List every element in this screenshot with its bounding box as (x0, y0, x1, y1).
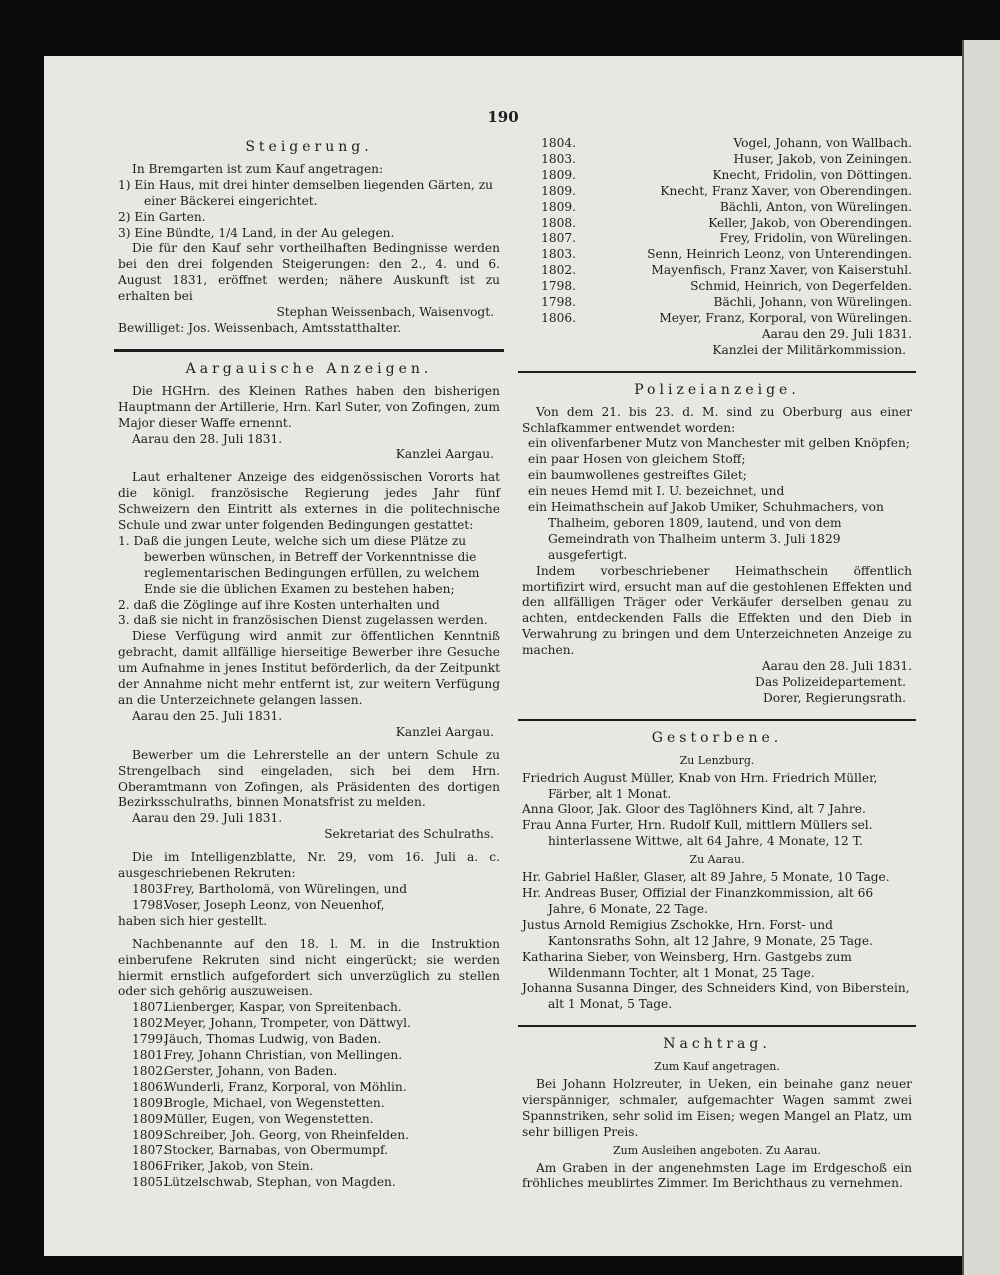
recruit-row (118, 898, 500, 914)
gestorbene-place: Zu Aarau. (689, 853, 745, 867)
recruit-name: Bächli, Johann, von Würelingen. (713, 295, 912, 310)
recruit-year: 1803. (541, 151, 576, 166)
gestorbene-title: Gestorbene. (651, 729, 783, 746)
notice-body: Laut erhaltener Anzeige des eidgenössischen Vororts hat die königl. französische Regierung jedes Jahr fünf Schweizern den Eintritt als externes in die politechnische Schule und zwar unter folgenden Bedingungen gestattet: (118, 470, 500, 533)
nachtrag-subhead: Zum Kauf angetragen. (654, 1060, 780, 1074)
recruit-year: 1806. (132, 1079, 167, 1094)
recruit-name: Vogel, Johann, von Wallbach. (733, 136, 912, 150)
condition-item: 1. Daß die jungen Leute, welche sich um diese Plätze zu bewerben wünschen, in Betreff der Vorkenntnisse die reglementarischen Bedingungen erfüllen, zu welchem Ende sie die üblichen Examen zu bestehen haben; (118, 533, 480, 596)
recruit-name: Friker, Jakob, von Stein. (164, 1159, 314, 1174)
recruit-row (522, 184, 912, 200)
recruit-name: Keller, Jakob, von Oberendingen. (708, 215, 912, 230)
notice-body: Diese Verfügung wird anmit zur öffentlichen Kenntniß gebracht, damit allfällige hierseitige Bewerber ihre Gesuche um Aufnahme in jenes Institut beförderlich, da der Zeitpunkt der Annahme nicht mehr entfernt ist, zur weitern Verfügung an die Unterzeichnete gelangen lassen. (118, 629, 500, 707)
recruit-year: 1809. (541, 183, 576, 198)
recruit-row (118, 1016, 500, 1032)
recruit-year: 1802. (541, 263, 576, 278)
stolen-item: ein Heimathschein auf Jakob Umiker, Schuhmachers, von Thalheim, geboren 1809, lautend, und von dem Gemeindrath von Thalheim unterm 3. Juli 1829 ausgefertigt. (528, 500, 884, 562)
recruit-row (118, 1143, 500, 1159)
nachtrag-body: Am Graben in der angenehmsten Lage im Erdgeschoß ein fröhliches meublirtes Zimmer. Im Berichthaus zu vernehmen. (522, 1160, 912, 1191)
recruit-row (522, 279, 912, 295)
nachtrag-title: Nachtrag. (663, 1036, 771, 1053)
gestorbene-place: Zu Lenzburg. (679, 753, 755, 767)
recruit-year: 1809. (541, 167, 576, 182)
recruit-name: Brogle, Michael, von Wegenstetten. (164, 1095, 385, 1110)
recruit-row (118, 1000, 500, 1016)
steigerung-body: Die für den Kauf sehr vortheilhaften Bedingnisse werden bei den drei folgenden Steigerungen: den 2., 4. und 6. August 1831, eröffnet werden; nähere Auskunft ist zu erhalten bei (118, 241, 500, 304)
recruit-row (118, 1175, 500, 1191)
recruit-name: Frey, Bartholomä, von Würelingen, und (164, 881, 408, 896)
recruit-row (118, 1128, 500, 1144)
recruit-year: 1798. (132, 897, 167, 912)
nachtrag-subhead: Zum Ausleihen angeboten. Zu Aarau. (612, 1143, 822, 1157)
steigerung-intro: In Bremgarten ist zum Kauf angetragen: (132, 161, 384, 176)
recruit-year: 1802. (132, 1063, 167, 1078)
stolen-item: ein paar Hosen von gleichem Stoff; (528, 452, 746, 467)
recruit-row (118, 1064, 500, 1080)
recruit-row (118, 1159, 500, 1175)
recruit-year: 1809. (132, 1095, 167, 1110)
notice-body: Die HGHrn. des Kleinen Rathes haben den bisherigen Hauptmann der Artillerie, Hrn. Karl Suter, von Zofingen, zum Major dieser Waffe ernennt. (118, 383, 500, 430)
notice-date: Aarau den 28. Juli 1831. (132, 431, 283, 446)
recruit-name: Stocker, Barnabas, von Obermumpf. (164, 1143, 388, 1158)
recruit-row (522, 152, 912, 168)
recruit-row (118, 1112, 500, 1128)
recruit-row (522, 216, 912, 232)
steigerung-item: 1) Ein Haus, mit drei hinter demselben liegenden Gärten, zu einer Bäckerei eingerichtet. (118, 177, 493, 208)
notice-signature: Kanzlei Aargau. (395, 447, 494, 462)
recruit-row (118, 882, 500, 898)
recruit-year: 1809. (132, 1127, 167, 1142)
recruit-row (118, 1096, 500, 1112)
recruit-year: 1803. (541, 247, 576, 262)
recruit-row (522, 200, 912, 216)
steigerung-item: 3) Eine Bündte, 1/4 Land, in der Au gelegen. (118, 225, 395, 240)
notice-body: Die im Intelligenzblatte, Nr. 29, vom 16. Juli a. c. ausgeschriebenen Rekruten: (118, 850, 500, 881)
recruit-name: Voser, Joseph Leonz, von Neuenhof, (164, 897, 385, 912)
recruit-row (522, 295, 912, 311)
recruit-name: Lienberger, Kaspar, von Spreitenbach. (164, 1000, 402, 1015)
recruit-row (522, 247, 912, 263)
recruit-name: Meyer, Franz, Korporal, von Würelingen. (659, 310, 912, 325)
recruit-name: Knecht, Fridolin, von Döttingen. (712, 167, 912, 182)
steigerung-title: Steigerung. (245, 139, 373, 155)
recruit-year: 1807. (132, 1000, 167, 1015)
notice-body: Bewerber um die Lehrerstelle an der untern Schule zu Strengelbach sind eingeladen, sich bei dem Hrn. Oberamtmann von Zofingen, als Präsidenten des dortigen Bezirksschulraths, binnen Monatsfrist zu melden. (118, 747, 500, 810)
recruit-name: Frey, Fridolin, von Würelingen. (719, 231, 912, 246)
notice-signature: Kanzlei Aargau. (395, 724, 494, 739)
recruit-name: Knecht, Franz Xaver, von Oberendingen. (660, 183, 912, 198)
notice-signature: Dorer, Regierungsrath. (763, 690, 906, 705)
polizei-body: Von dem 21. bis 23. d. M. sind zu Oberburg aus einer Schlafkammer entwendet worden: (522, 404, 912, 435)
notice-date: Aarau den 28. Juli 1831. (761, 659, 912, 674)
death-entry: Hr. Andreas Buser, Offizial der Finanzkommission, alt 66 Jahre, 6 Monate, 22 Tage. (522, 885, 874, 916)
notice-body: Nachbenannte auf den 18. l. M. in die Instruktion einberufene Rekruten sind nicht eingerückt; sie werden hiermit ernstlich aufgefordert sich unverzüglich zu stellen oder sich gehörig auszuweisen. (118, 936, 500, 999)
notice-signature: Sekretariat des Schulraths. (324, 827, 494, 842)
polizei-body: Indem vorbeschriebener Heimathschein öffentlich mortifizirt wird, ersucht man auf die gestohlenen Effekten und den allfälligen Träger oder Verkäufer derselben genau zu achten, entdeckenden Falls die Effekten und den Dieb in Verwahrung zu bringen und dem Unterzeichneten Anzeige zu machen. (522, 563, 912, 658)
recruit-name: Huser, Jakob, von Zeiningen. (733, 151, 912, 166)
recruit-name: Frey, Johann Christian, von Mellingen. (164, 1048, 403, 1063)
recruit-name: Meyer, Johann, Trompeter, von Dättwyl. (164, 1016, 411, 1031)
recruit-year: 1809. (541, 199, 576, 214)
right-column (522, 136, 912, 1192)
steigerung-item: 2) Ein Garten. (118, 209, 206, 224)
death-entry: Frau Anna Furter, Hrn. Rudolf Kull, mittlern Müllers sel. hinterlassene Wittwe, alt 64 Jahre, 4 Monate, 12 T. (522, 818, 873, 849)
recruit-year: 1801. (132, 1048, 167, 1063)
recruit-name: Schreiber, Joh. Georg, von Rheinfelden. (164, 1127, 409, 1142)
recruit-row (522, 263, 912, 279)
recruit-name: Jäuch, Thomas Ludwig, von Baden. (164, 1032, 382, 1047)
recruit-name: Wunderli, Franz, Korporal, von Möhlin. (164, 1079, 407, 1094)
notice-end: haben sich hier gestellt. (118, 913, 268, 928)
recruit-name: Gerster, Johann, von Baden. (164, 1063, 338, 1078)
recruit-year: 1805. (132, 1175, 167, 1190)
recruit-row (522, 136, 912, 152)
recruit-row (118, 1048, 500, 1064)
recruit-row (118, 1080, 500, 1096)
death-entry: Anna Gloor, Jak. Gloor des Taglöhners Kind, alt 7 Jahre. (522, 802, 866, 817)
recruit-year: 1802. (132, 1016, 167, 1031)
steigerung-approval: Bewilliget: Jos. Weissenbach, Amtsstatthalter. (118, 320, 402, 335)
recruit-year: 1807. (541, 231, 576, 246)
recruit-year: 1799. (132, 1032, 167, 1047)
recruit-year: 1804. (541, 136, 576, 150)
section-divider (114, 349, 504, 352)
newspaper-page (44, 56, 962, 1256)
recruit-name: Senn, Heinrich Leonz, von Unterendingen. (647, 247, 912, 262)
recruit-name: Bächli, Anton, von Würelingen. (719, 199, 912, 214)
recruit-year: 1808. (541, 215, 576, 230)
stolen-item: ein olivenfarbener Mutz von Manchester mit gelben Knöpfen; (528, 436, 910, 451)
notice-date: Aarau den 25. Juli 1831. (132, 708, 283, 723)
death-entry: Hr. Gabriel Haßler, Glaser, alt 89 Jahre, 5 Monate, 10 Tage. (522, 870, 890, 885)
notice-signature: Das Polizeidepartement. (755, 675, 906, 689)
recruit-row (522, 311, 912, 327)
stolen-item: ein neues Hemd mit I. U. bezeichnet, und (528, 484, 785, 499)
death-entry: Katharina Sieber, von Weinsberg, Hrn. Gastgebs zum Wildenmann Tochter, alt 1 Monat, 25 Tage. (522, 949, 852, 980)
nachtrag-body: Bei Johann Holzreuter, in Ueken, ein beinahe ganz neuer vierspänniger, schmaler, aufgemachter Wagen sammt zwei Spannstriken, sehr solid im Eisen; wegen Mangel an Platz, um sehr billigen Preis. (522, 1077, 912, 1139)
notice-date: Aarau den 29. Juli 1831. (761, 326, 912, 341)
adjacent-page-edge (962, 40, 1000, 1275)
missing-recruits-list-cont (522, 136, 912, 327)
recruit-year: 1809. (132, 1111, 167, 1126)
section-divider (518, 719, 916, 721)
left-column (118, 136, 500, 1191)
page-number: 190 (487, 108, 519, 126)
notice-signature: Kanzlei der Militärkommission. (712, 342, 906, 357)
section-divider (518, 1025, 916, 1027)
missing-recruits-list (118, 1000, 500, 1191)
recruit-year: 1798. (541, 279, 576, 294)
steigerung-signature: Stephan Weissenbach, Waisenvogt. (276, 305, 494, 320)
recruit-year: 1803. (132, 881, 167, 896)
recruit-row (522, 231, 912, 247)
recruit-year: 1807. (132, 1143, 167, 1158)
section-divider (518, 371, 916, 373)
recruit-year: 1798. (541, 295, 576, 310)
condition-item: 3. daß sie nicht in französischen Dienst zugelassen werden. (118, 613, 488, 628)
notice-date: Aarau den 29. Juli 1831. (132, 811, 283, 826)
recruit-year: 1806. (132, 1159, 167, 1174)
death-entry: Johanna Susanna Dinger, des Schneiders Kind, von Biberstein, alt 1 Monat, 5 Tage. (522, 981, 910, 1012)
anzeigen-title: Aargauische Anzeigen. (185, 360, 433, 377)
recruit-row (118, 1032, 500, 1048)
death-entry: Friedrich August Müller, Knab von Hrn. Friedrich Müller, Färber, alt 1 Monat. (522, 770, 878, 801)
recruit-name: Lützelschwab, Stephan, von Magden. (164, 1175, 396, 1190)
recruit-name: Müller, Eugen, von Wegenstetten. (164, 1111, 374, 1126)
stolen-item: ein baumwollenes gestreiftes Gilet; (528, 468, 747, 483)
recruit-name: Mayenfisch, Franz Xaver, von Kaiserstuhl. (651, 263, 912, 278)
recruit-year: 1806. (541, 310, 576, 325)
condition-item: 2. daß die Zöglinge auf ihre Kosten unterhalten und (118, 597, 440, 612)
recruit-row (522, 168, 912, 184)
polizei-title: Polizeianzeige. (634, 381, 800, 398)
recruit-name: Schmid, Heinrich, von Degerfelden. (690, 279, 912, 294)
death-entry: Justus Arnold Remigius Zschokke, Hrn. Forst- und Kantonsraths Sohn, alt 12 Jahre, 9 Monate, 25 Tage. (522, 917, 873, 948)
